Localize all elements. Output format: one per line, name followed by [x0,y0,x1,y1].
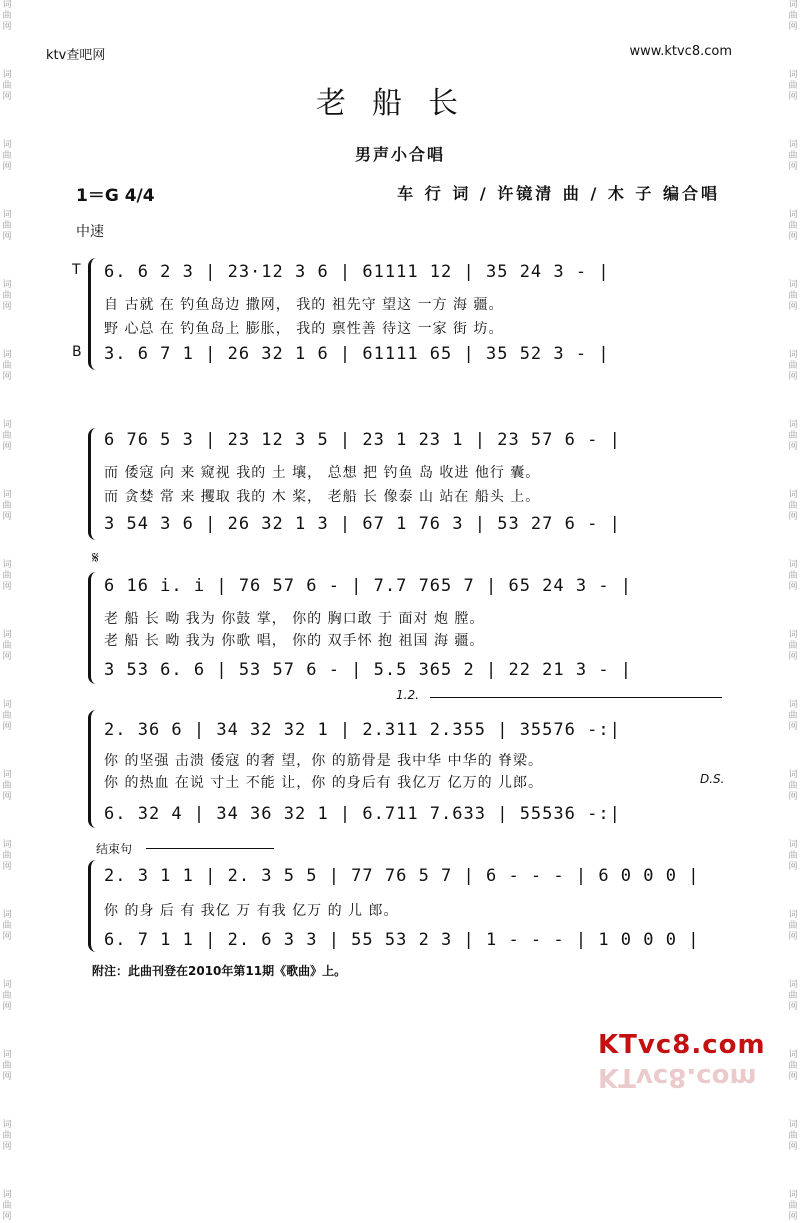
site-url[interactable]: www.ktvc8.com [629,44,732,59]
tenor-label: T [72,262,81,278]
lyric-line-2: 野 心总 在 钓鱼岛上 膨胀， 我的 禀性善 待这 一家 街 坊。 [104,321,504,337]
footnote: 附注：此曲刊登在2010年第11期《歌曲》上。 [92,964,347,978]
bass-line: 3. 6 7 1 | 26 32 1 6 | 61111 65 | 35 52 3 - | [104,344,610,364]
lyric-line-2: 老 船 长 呦 我为 你歌 唱， 你的 双手怀 抱 祖国 海 疆。 [104,633,485,649]
tempo-marking: 中速 [76,224,104,240]
volta-line [430,697,722,698]
lyric-line-1: 你 的身 后 有 我亿 万 有我 亿万 的 儿 郎。 [104,903,399,919]
tenor-line: 6. 6 2 3 | 23·12 3 6 | 61111 12 | 35 24 3 - | [104,262,610,282]
system-brace [88,860,96,952]
ending-label: 结束句 [96,842,133,856]
tenor-line: 6 16 i. i | 76 57 6 - | 7.7 765 7 | 65 24 3 - | [104,576,633,596]
site-logo-reflection: KTvc8.com [598,1062,757,1092]
bass-line: 6. 32 4 | 34 36 32 1 | 6.711 7.633 | 55536 -:| [104,804,621,824]
tenor-line: 2. 36 6 | 34 32 32 1 | 2.311 2.355 | 35576 -:| [104,720,621,740]
system-brace [88,428,96,540]
lyric-line-1: 老 船 长 呦 我为 你鼓 掌， 你的 胸口敢 于 面对 炮 膛。 [104,611,485,627]
system-brace [88,710,96,828]
lyric-line-2: 而 贪婪 常 来 攫取 我的 木 桨， 老船 长 像泰 山 站在 船头 上。 [104,489,541,505]
bass-line: 3 54 3 6 | 26 32 1 3 | 67 1 76 3 | 53 27 6 - | [104,514,621,534]
left-edge-watermark: 词曲网 词曲网 词曲网 词曲网 词曲网 词曲网 词曲网 词曲网 词曲网 词曲网 词曲网 词曲网 词曲网 词曲网 词曲网 词曲网 词曲网 词曲网 [2,0,12,1222]
ending-line [146,848,274,849]
volta-bracket-label: 1.2. [396,688,419,702]
site-name: ktv查吧网 [46,48,106,63]
lyric-line-1: 你 的坚强 击溃 倭寇 的奢 望，你 的筋骨是 我中华 中华的 脊梁。 [104,753,544,769]
credits: 车 行 词 / 许镜清 曲 / 木 子 编合唱 [397,184,720,203]
bass-label: B [72,344,82,360]
system-brace [88,258,96,370]
right-edge-watermark: 词曲网 词曲网 词曲网 词曲网 词曲网 词曲网 词曲网 词曲网 词曲网 词曲网 词曲网 词曲网 词曲网 词曲网 词曲网 词曲网 词曲网 词曲网 [788,0,798,1222]
bass-line: 6. 7 1 1 | 2. 6 3 3 | 55 53 2 3 | 1 - - - | 1 0 0 0 | [104,930,700,950]
tenor-line: 2. 3 1 1 | 2. 3 5 5 | 77 76 5 7 | 6 - - - | 6 0 0 0 | [104,866,700,886]
song-title: 老船长 [316,86,484,121]
song-subtitle: 男声小合唱 [354,145,445,164]
dal-segno-mark: D.S. [700,772,725,786]
site-logo: KTvc8.com [598,1030,766,1060]
lyric-line-1: 自 古就 在 钓鱼岛边 撒网， 我的 祖先守 望这 一方 海 疆。 [104,297,504,313]
bass-line: 3 53 6. 6 | 53 57 6 - | 5.5 365 2 | 22 21 3 - | [104,660,633,680]
tenor-line: 6 76 5 3 | 23 12 3 5 | 23 1 23 1 | 23 57 6 - | [104,430,621,450]
lyric-line-1: 而 倭寇 向 来 窥视 我的 土 壤， 总想 把 钓鱼 岛 收进 他行 囊。 [104,465,541,481]
system-brace [88,572,96,684]
lyric-line-2: 你 的热血 在说 寸土 不能 让，你 的身后有 我亿万 亿万的 儿郎。 [104,775,544,791]
segno-sign: 𝄋 [92,548,99,567]
key-signature: 1＝G 4/4 [76,186,155,206]
